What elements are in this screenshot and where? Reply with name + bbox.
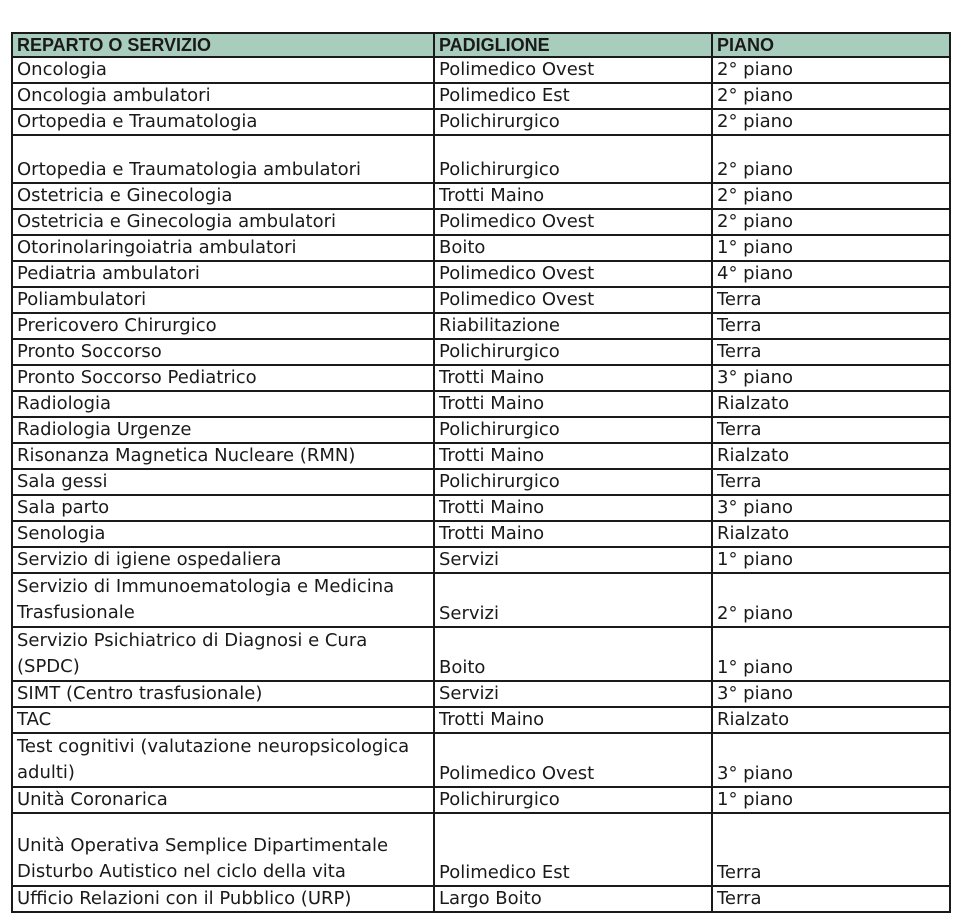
table-row [12,261,950,287]
padiglione-cell: Polichirurgico [434,417,712,443]
piano-cell: 1° piano [712,235,950,261]
reparto-cell: Ortopedia e Traumatologia ambulatori [12,135,434,183]
piano-cell: 2° piano [712,109,950,135]
padiglione-cell: Trotti Maino [434,495,712,521]
table-row [12,391,950,417]
piano-cell: Terra [712,287,950,313]
reparto-cell: Pronto Soccorso Pediatrico [12,365,434,391]
table-row [12,209,950,235]
padiglione-cell: Polimedico Ovest [434,261,712,287]
piano-cell: 4° piano [712,261,950,287]
table-row [12,109,950,135]
padiglione-cell: Polimedico Est [434,813,712,886]
padiglione-cell: Polichirurgico [434,339,712,365]
table-row [12,495,950,521]
piano-cell: 3° piano [712,681,950,707]
padiglione-cell: Polimedico Ovest [434,287,712,313]
reparto-cell: Sala parto [12,495,434,521]
header-piano: PIANO [712,33,950,57]
table-row [12,313,950,339]
padiglione-cell: Riabilitazione [434,313,712,339]
piano-cell: 3° piano [712,495,950,521]
reparto-cell: Senologia [12,521,434,547]
padiglione-cell: Trotti Maino [434,443,712,469]
piano-cell: Terra [712,313,950,339]
table-row [12,235,950,261]
reparto-cell: Sala gessi [12,469,434,495]
table-row [12,287,950,313]
table-row [12,573,950,627]
table-row [12,57,950,83]
padiglione-cell: Polimedico Ovest [434,733,712,787]
table-row [12,787,950,813]
table-row [12,83,950,109]
reparto-cell: Radiologia [12,391,434,417]
reparto-cell: Ostetricia e Ginecologia [12,183,434,209]
reparto-cell: Pronto Soccorso [12,339,434,365]
table-row [12,547,950,573]
piano-cell: 2° piano [712,83,950,109]
reparto-cell: SIMT (Centro trasfusionale) [12,681,434,707]
padiglione-cell: Polimedico Ovest [434,209,712,235]
padiglione-cell: Servizi [434,573,712,627]
padiglione-cell: Polimedico Ovest [434,57,712,83]
piano-cell: 3° piano [712,365,950,391]
table-row [12,681,950,707]
piano-cell: 1° piano [712,787,950,813]
padiglione-cell: Servizi [434,681,712,707]
table-row [12,521,950,547]
header-row [12,33,950,57]
piano-cell: 3° piano [712,733,950,787]
table-row [12,813,950,886]
departments-table [11,32,951,913]
reparto-cell: Oncologia ambulatori [12,83,434,109]
reparto-cell: Servizio Psichiatrico di Diagnosi e Cura (SPDC) [12,627,434,681]
padiglione-cell: Trotti Maino [434,707,712,733]
piano-cell: 2° piano [712,135,950,183]
table-row [12,135,950,183]
padiglione-cell: Trotti Maino [434,365,712,391]
piano-cell: 1° piano [712,547,950,573]
reparto-cell: Prericovero Chirurgico [12,313,434,339]
reparto-cell: Otorinolaringoiatria ambulatori [12,235,434,261]
table-row [12,365,950,391]
table-row [12,886,950,912]
padiglione-cell: Polichirurgico [434,787,712,813]
padiglione-cell: Servizi [434,547,712,573]
padiglione-cell: Trotti Maino [434,521,712,547]
header-padiglione: PADIGLIONE [434,33,712,57]
piano-cell: Terra [712,886,950,912]
padiglione-cell: Boito [434,627,712,681]
table-row [12,443,950,469]
piano-cell: 2° piano [712,57,950,83]
reparto-cell: TAC [12,707,434,733]
reparto-cell: Risonanza Magnetica Nucleare (RMN) [12,443,434,469]
reparto-cell: Ostetricia e Ginecologia ambulatori [12,209,434,235]
padiglione-cell: Largo Boito [434,886,712,912]
table-row [12,417,950,443]
piano-cell: Terra [712,417,950,443]
piano-cell: Terra [712,469,950,495]
reparto-cell: Servizio di igiene ospedaliera [12,547,434,573]
reparto-cell: Pediatria ambulatori [12,261,434,287]
reparto-cell: Radiologia Urgenze [12,417,434,443]
table-row [12,183,950,209]
table-row [12,627,950,681]
table-body [12,57,950,912]
piano-cell: Rialzato [712,707,950,733]
padiglione-cell: Trotti Maino [434,183,712,209]
piano-cell: Terra [712,339,950,365]
reparto-cell: Ufficio Relazioni con il Pubblico (URP) [12,886,434,912]
reparto-cell: Servizio di Immunoematologia e Medicina Trasfusionale [12,573,434,627]
piano-cell: Terra [712,813,950,886]
reparto-cell: Ortopedia e Traumatologia [12,109,434,135]
padiglione-cell: Boito [434,235,712,261]
header-reparto: REPARTO O SERVIZIO [12,33,434,57]
table-row [12,733,950,787]
piano-cell: 2° piano [712,209,950,235]
piano-cell: 2° piano [712,183,950,209]
piano-cell: 2° piano [712,573,950,627]
padiglione-cell: Polichirurgico [434,469,712,495]
piano-cell: Rialzato [712,521,950,547]
reparto-cell: Unità Operativa Semplice Dipartimentale Disturbo Autistico nel ciclo della vita [12,813,434,886]
piano-cell: Rialzato [712,443,950,469]
padiglione-cell: Polimedico Est [434,83,712,109]
reparto-cell: Poliambulatori [12,287,434,313]
table-row [12,707,950,733]
padiglione-cell: Trotti Maino [434,391,712,417]
reparto-cell: Test cognitivi (valutazione neuropsicologica adulti) [12,733,434,787]
reparto-cell: Oncologia [12,57,434,83]
piano-cell: Rialzato [712,391,950,417]
table-row [12,339,950,365]
piano-cell: 1° piano [712,627,950,681]
padiglione-cell: Polichirurgico [434,135,712,183]
table-row [12,469,950,495]
padiglione-cell: Polichirurgico [434,109,712,135]
reparto-cell: Unità Coronarica [12,787,434,813]
